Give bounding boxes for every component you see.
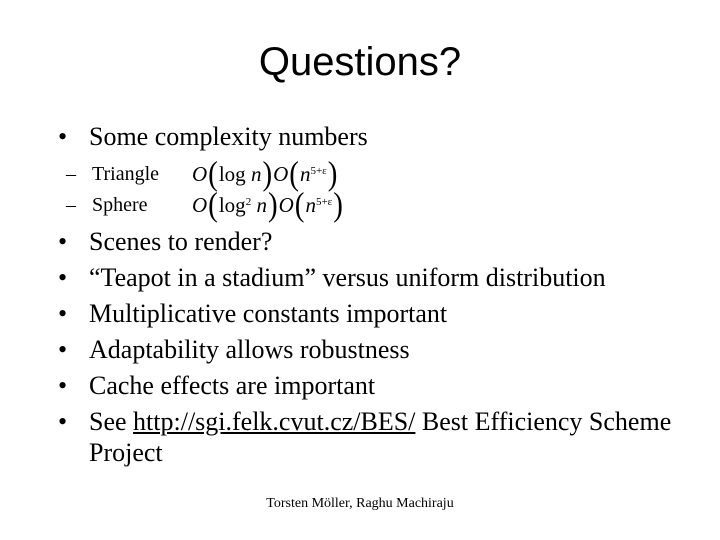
bullet-item xyxy=(58,334,698,365)
bullet-text: Scenes to render? xyxy=(89,227,273,256)
bullet-text: Multiplicative constants important xyxy=(89,299,448,328)
complexity-formula-log: O ( log $^2$ n ) xyxy=(192,186,278,223)
bullet-glyph: • xyxy=(58,122,68,151)
bullet-item xyxy=(58,121,698,152)
link-prefix: See xyxy=(89,407,134,436)
bullet-text-with-link xyxy=(89,406,698,468)
dash-glyph: – xyxy=(66,162,76,185)
sub-item-sphere xyxy=(66,186,698,223)
bullet-item xyxy=(58,370,698,401)
bullet-glyph: • xyxy=(58,407,68,436)
bullet-glyph: • xyxy=(58,299,68,328)
dash-glyph: – xyxy=(66,193,76,216)
bes-project-link[interactable]: http://sgi.felk.cvut.cz/BES/ xyxy=(133,407,416,436)
sub-item-label: Sphere xyxy=(92,193,148,216)
bullet-glyph: • xyxy=(58,335,68,364)
bullet-text: Some complexity numbers xyxy=(89,122,368,151)
complexity-formula-log: O ( log n ) xyxy=(192,155,273,192)
link-suffix: Best Efficiency Scheme Project xyxy=(89,407,672,467)
bullet-item xyxy=(58,298,698,329)
bullet-item xyxy=(58,406,698,468)
bullet-text: Cache effects are important xyxy=(89,371,376,400)
bullet-list xyxy=(58,121,698,473)
sub-item-label: Triangle xyxy=(92,162,160,185)
bullet-glyph: • xyxy=(58,263,68,292)
bullet-glyph: • xyxy=(58,371,68,400)
complexity-formula-poly: O ( n $^{5+\varepsilon}$ ) xyxy=(278,186,343,223)
bullet-item xyxy=(58,262,698,293)
complexity-formula-poly: O ( n $^{5+\varepsilon}$ ) xyxy=(273,155,338,192)
slide-title: Questions? xyxy=(258,40,462,84)
bullet-text: Adaptability allows robustness xyxy=(89,335,410,364)
complexity-sublist xyxy=(66,155,698,223)
slide-footer: Torsten Möller, Raghu Machiraju xyxy=(266,496,454,511)
bullet-item xyxy=(58,226,698,257)
bullet-text: “Teapot in a stadium” versus uniform distribution xyxy=(89,263,606,292)
bullet-glyph: • xyxy=(58,227,68,256)
sub-item-triangle xyxy=(66,155,698,192)
